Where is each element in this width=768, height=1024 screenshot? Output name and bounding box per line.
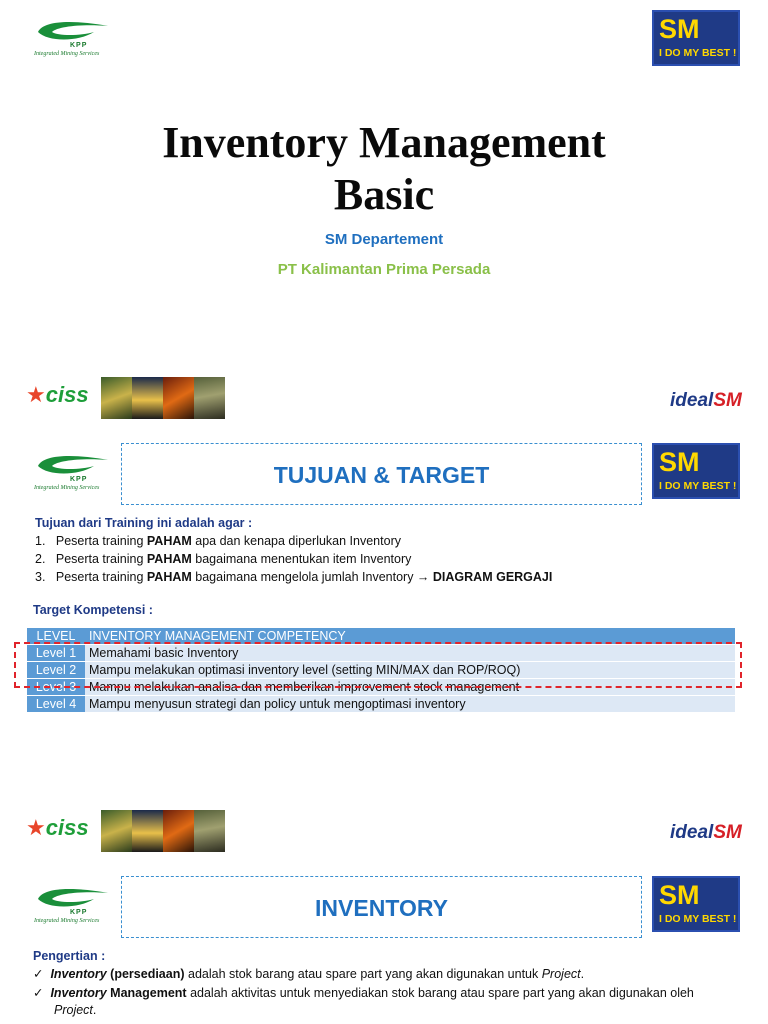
ciss-star-icon: ★ [26,382,46,407]
ciss-logo [26,382,89,408]
slide1-title-line2: Basic [333,170,435,219]
kpp-text: KPP [70,42,88,49]
goal-emphasis: PAHAM [146,534,192,548]
slide2-title-box [121,443,642,505]
ciss-star-icon: ★ [26,815,46,840]
level-cell: Level 2 [27,662,85,678]
goal-text: apa dan kenapa diperlukan Inventory [191,534,401,548]
sm-slogan: I DO MY BEST ! [659,480,737,492]
goal-item [35,534,401,548]
column-header-competency: INVENTORY MANAGEMENT COMPETENCY [85,628,735,644]
sm-logo-text: SM [659,447,700,477]
photo-synergy [163,810,194,852]
idealism-text-a: ideal [670,390,714,411]
target-label: Target Kompetensi : [33,603,153,617]
goal-text: Peserta training [55,552,147,566]
department-name: SM Departement [324,231,444,248]
idealism-text-b: SM [713,390,742,411]
kpp-swoosh-icon [34,18,114,44]
definition-item [33,985,694,1000]
sm-logo-text: SM [659,14,700,44]
definition-text: adalah aktivitas untuk menyediakan stok barang atau spare part yang akan digunakan oleh [186,986,694,1000]
photo-safety [194,810,225,852]
slide3-title-box [121,876,642,938]
ciss-logo-text: ciss [45,815,89,840]
goal-text: Peserta training [55,570,147,584]
column-header-level: LEVEL [27,628,85,644]
kpp-swoosh-icon [34,452,114,478]
goal-text: bagaimana mengelola jumlah Inventory → [191,570,433,584]
competency-cell: Memahami basic Inventory [85,645,735,661]
competency-cell: Mampu melakukan analisa dan memberikan improvement stock management [85,679,735,695]
ciss-logo [26,815,89,841]
definition-text: adalah stok barang atau spare part yang akan digunakan untuk [184,967,542,981]
term: Inventory [50,986,107,1000]
definition-continuation [54,1003,96,1017]
competency-cell: Mampu menyusun strategi dan policy untuk mengoptimasi inventory [85,696,735,712]
slide3-title: INVENTORY [315,895,448,921]
goals-intro: Tujuan dari Training ini adalah agar : [35,516,253,530]
definition-italic: Project [54,1003,93,1017]
sm-badge [652,10,740,66]
slide2-title: TUJUAN & TARGET [273,462,490,488]
idealism-text-a: ideal [670,822,714,843]
highlight-box [14,642,742,688]
definition-end: . [580,967,585,981]
definition-italic: Project [541,967,581,981]
goal-text: bagaimana menentukan item Inventory [191,552,412,566]
kpp-tagline: Integrated Mining Services [34,918,100,924]
goal-emphasis: DIAGRAM GERGAJI [432,570,553,584]
idealism-logo [670,822,742,844]
kpp-logo [34,885,124,935]
ciss-logo-text: ciss [45,382,89,407]
photo-safety [194,377,225,419]
goal-item [35,552,411,566]
company-name: PT Kalimantan Prima Persada [277,261,491,278]
term-suffix: (persediaan) [106,967,185,981]
definition-end: . [92,1003,97,1017]
level-cell: Level 3 [27,679,85,695]
goal-item [35,570,552,584]
sm-badge [652,443,740,499]
sm-logo-text: SM [659,880,700,910]
sm-slogan: I DO MY BEST ! [659,47,737,59]
idealism-logo [670,390,742,412]
values-photo-strip [101,810,225,852]
level-cell: Level 1 [27,645,85,661]
goal-text: Peserta training [55,534,147,548]
goal-emphasis: PAHAM [146,552,192,566]
check-icon: ✓ [33,986,44,1000]
kpp-logo [34,452,124,502]
check-icon: ✓ [33,967,44,981]
definition-item [33,966,584,981]
sm-slogan: I DO MY BEST ! [659,913,737,925]
idealism-text-b: SM [713,822,742,843]
table-row [27,696,735,712]
photo-integrity [132,810,163,852]
photo-synergy [163,377,194,419]
kpp-text: KPP [70,476,88,483]
competency-cell: Mampu melakukan optimasi inventory level (setting MIN/MAX dan ROP/ROQ) [85,662,735,678]
kpp-tagline: Integrated Mining Services [34,51,100,57]
photo-competence [101,377,132,419]
kpp-tagline: Integrated Mining Services [34,485,100,491]
kpp-logo [34,18,124,68]
goal-emphasis: PAHAM [146,570,192,584]
goal-number: 2. [35,552,46,566]
level-cell: Level 4 [27,696,85,712]
term: Inventory [50,967,107,981]
term-suffix: Management [106,986,187,1000]
photo-integrity [132,377,163,419]
sm-badge [652,876,740,932]
definition-label: Pengertian : [33,949,106,963]
slide1-title-line1: Inventory Management [162,118,606,167]
goal-number: 3. [35,570,46,584]
values-photo-strip [101,377,225,419]
goal-number: 1. [35,534,46,548]
photo-competence [101,810,132,852]
kpp-swoosh-icon [34,885,114,911]
kpp-text: KPP [70,909,88,916]
